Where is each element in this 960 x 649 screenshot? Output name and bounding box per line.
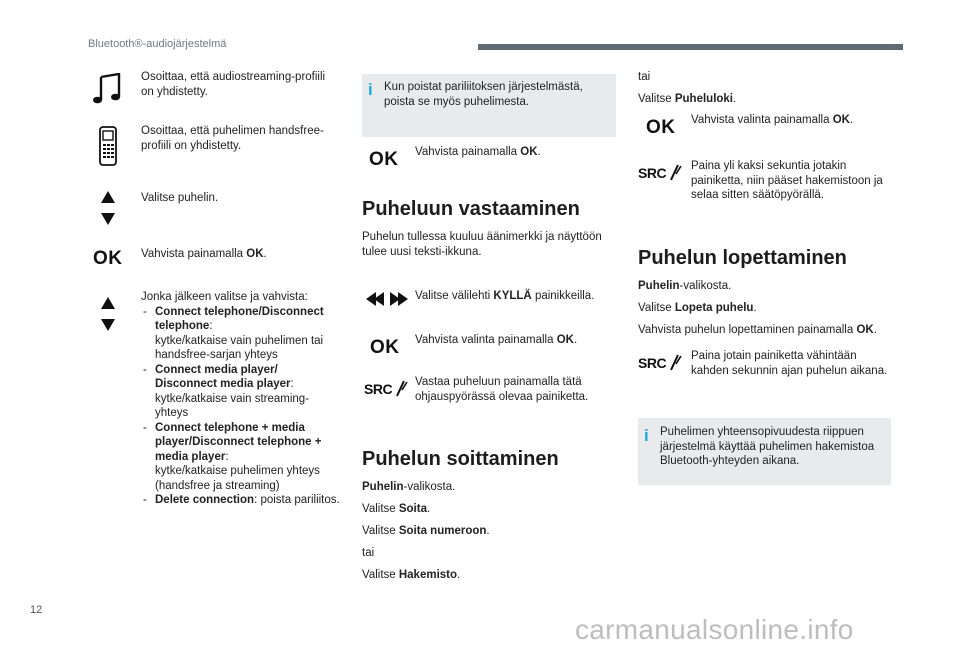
up-down-arrows-icon bbox=[98, 188, 118, 228]
ok-button-icon-2: OK bbox=[369, 149, 399, 170]
info-unpair-text: Kun poistat pariliitoksen järjestelmästä, poista se myös puhelimesta. bbox=[384, 81, 583, 108]
page-header-title: Bluetooth®-audiojärjestelmä bbox=[88, 38, 227, 50]
list-item: - Connect telephone + media player/Disconnect telephone + media player: kytke/katkaise puhelimen yhteys (handsfree ja streaming) bbox=[141, 421, 341, 494]
ok-button-icon-3: OK bbox=[370, 337, 400, 358]
select-phone-text: Valitse puhelin. bbox=[141, 192, 219, 204]
watermark-text: carmanualsonline.info bbox=[575, 614, 854, 645]
or-text-2: tai bbox=[638, 71, 651, 83]
confirm-ok-text: Vahvista painamalla OK. bbox=[141, 248, 267, 260]
call-menu-text: Puhelin-valikosta. bbox=[362, 481, 456, 493]
info-box-unpair bbox=[362, 74, 616, 137]
list-item: - Delete connection: poista pariliitos. bbox=[141, 493, 341, 508]
list-item: - Connect media player/ Disconnect media player: kytke/katkaise vain streaming-yhteys bbox=[141, 363, 341, 421]
page-number: 12 bbox=[30, 604, 43, 616]
audio-profile-text: Osoittaa, että audiostreaming-profiili on yhdistetty. bbox=[141, 71, 326, 98]
up-down-arrows-icon-2 bbox=[98, 294, 118, 334]
select-tab-text: Valitse välilehti KYLLÄ painikkeilla. bbox=[415, 290, 595, 302]
src-button-icon-3: SRC bbox=[638, 352, 682, 374]
info-compat-text: Puhelimen yhteensopivuudesta riippuen järjestelmä käyttää puhelimen hakemistoa Bluetooth-yhteyden aikana. bbox=[660, 426, 875, 467]
header-bar bbox=[478, 44, 903, 50]
ok-button-icon-4: OK bbox=[646, 117, 676, 138]
confirm-choice-text-2: Vahvista valinta painamalla OK. bbox=[691, 114, 854, 126]
phone-handset-icon bbox=[96, 125, 120, 167]
src-long-press-text: Paina yli kaksi sekuntia jotakin painiketta, niin pääset hakemistoon ja selaa sitten säätöpyörällä. bbox=[691, 160, 883, 201]
info-box-compat bbox=[638, 418, 891, 485]
answer-description: Puhelun tullessa kuuluu äänimerkki ja näyttöön tulee uusi teksti-ikkuna. bbox=[362, 231, 602, 258]
select-lopeta-text: Valitse Lopeta puhelu. bbox=[638, 302, 757, 314]
section-title-call: Puhelun soittaminen bbox=[362, 448, 559, 470]
section-title-end: Puhelun lopettaminen bbox=[638, 247, 847, 269]
info-icon-2: i bbox=[644, 426, 649, 445]
select-soita-text: Valitse Soita. bbox=[362, 503, 431, 515]
or-text: tai bbox=[362, 547, 375, 559]
end-menu-text: Puhelin-valikosta. bbox=[638, 280, 732, 292]
left-right-arrows-icon bbox=[364, 289, 410, 309]
confirm-choice-text: Vahvista valinta painamalla OK. bbox=[415, 334, 578, 346]
select-puheluloki-text: Valitse Puheluloki. bbox=[638, 93, 737, 105]
src-button-icon: SRC bbox=[364, 378, 408, 400]
confirm-ok-text-2: Vahvista painamalla OK. bbox=[415, 146, 541, 158]
connection-options-list bbox=[141, 305, 341, 508]
answer-src-text: Vastaa puheluun painamalla tätä ohjauspyörässä olevaa painiketta. bbox=[415, 376, 589, 403]
select-hakemisto-text: Valitse Hakemisto. bbox=[362, 569, 461, 581]
list-item: - Connect telephone/Disconnect telephone: kytke/katkaise vain puhelimen tai handsfree-sarjan yhteys bbox=[141, 305, 341, 363]
after-selection-block: Jonka jälkeen valitse ja vahvista: - Connect telephone/Disconnect telephone: kytke/katkaise vain puhelimen tai handsfree-sarjan yhteys - Connect media player/ Disconnect media player: kytke/katkaise vain streaming-yhteys - Connect telephone + media player/Disconnect telephone + media player: kytke/katkaise puhelimen yhteys (handsfree ja streaming) - Delete connection: poista pariliitos. bbox=[141, 290, 341, 508]
end-confirm-text: Vahvista puhelun lopettaminen painamalla OK. bbox=[638, 324, 877, 336]
handsfree-profile-text: Osoittaa, että puhelimen handsfree-profiili on yhdistetty. bbox=[141, 125, 324, 152]
section-title-answer: Puheluun vastaaminen bbox=[362, 198, 580, 220]
music-note-icon bbox=[88, 72, 128, 106]
select-soita-numeroon-text: Valitse Soita numeroon. bbox=[362, 525, 490, 537]
src-short-press-text: Paina jotain painiketta vähintään kahden sekunnin ajan puhelun aikana. bbox=[691, 350, 888, 377]
ok-button-icon: OK bbox=[93, 248, 123, 269]
info-icon: i bbox=[368, 80, 373, 99]
src-button-icon-2: SRC bbox=[638, 162, 682, 184]
